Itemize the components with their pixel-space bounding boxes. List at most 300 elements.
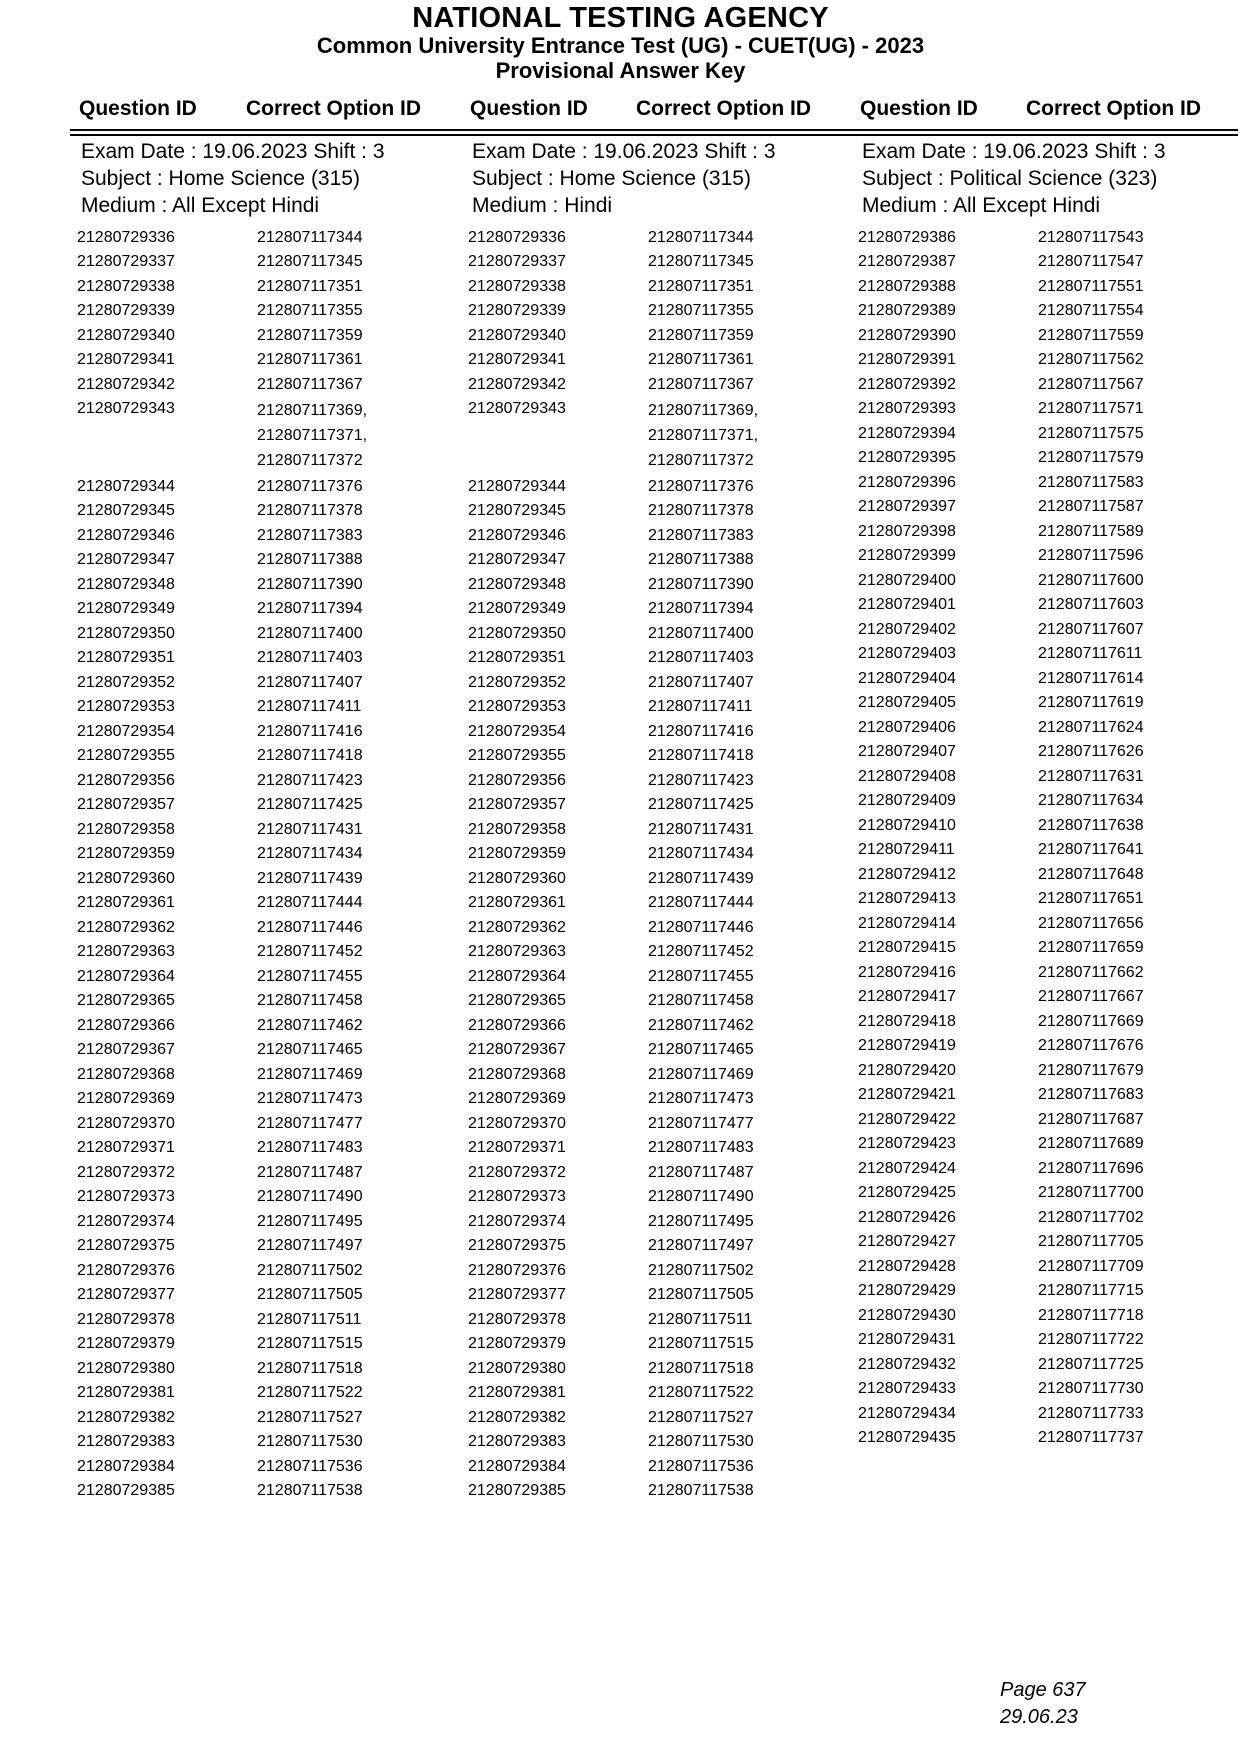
correct-option-id: 212807117522 <box>257 1384 363 1401</box>
correct-option-id: 212807117452 <box>257 943 363 960</box>
correct-option-id: 212807117369, <box>257 402 368 419</box>
question-id: 21280729341 <box>468 351 566 368</box>
table-row <box>77 1380 477 1405</box>
table-row <box>468 767 868 792</box>
question-id: 21280729353 <box>77 698 175 715</box>
table-row <box>77 767 477 792</box>
table-row <box>858 861 1241 886</box>
correct-option-id: 212807117648 <box>1038 865 1144 883</box>
correct-option-id: 212807117371, <box>257 427 368 444</box>
correct-option-id: 212807117483 <box>257 1139 363 1156</box>
table-row <box>468 816 868 841</box>
correct-option-id: 212807117372 <box>648 452 754 469</box>
correct-option-id: 212807117587 <box>1038 498 1144 515</box>
question-id: 21280729373 <box>77 1188 175 1205</box>
question-id: 21280729359 <box>77 845 175 862</box>
correct-option-id: 212807117562 <box>1038 351 1144 368</box>
table-row <box>858 469 1241 494</box>
question-id: 21280729389 <box>858 302 956 319</box>
table-row <box>77 522 477 547</box>
table-row <box>468 1404 868 1429</box>
correct-option-id: 212807117376 <box>257 477 363 495</box>
correct-option-id: 212807117444 <box>648 894 754 911</box>
column-header-question-id-2: Question ID <box>470 97 588 120</box>
table-row <box>77 1135 477 1160</box>
table-row <box>77 890 477 915</box>
table-row <box>858 788 1241 813</box>
correct-option-id: 212807117614 <box>1038 669 1144 687</box>
correct-option-id: 212807117669 <box>1038 1012 1144 1030</box>
question-id: 21280729406 <box>858 718 956 736</box>
answer-rows <box>468 224 868 1502</box>
correct-option-id: 212807117659 <box>1038 939 1144 956</box>
question-id: 21280729373 <box>468 1188 566 1205</box>
question-id: 21280729362 <box>77 918 175 936</box>
question-id: 21280729353 <box>468 698 566 715</box>
correct-option-id: 212807117600 <box>1038 571 1144 589</box>
table-row <box>468 914 868 939</box>
correct-option-id: 212807117469 <box>648 1065 754 1083</box>
question-id: 21280729396 <box>858 473 956 491</box>
question-id: 21280729382 <box>468 1408 566 1426</box>
medium: Medium : Hindi <box>472 194 613 217</box>
correct-option-id: 212807117383 <box>257 526 363 544</box>
table-row <box>858 1278 1241 1303</box>
question-id: 21280729345 <box>77 502 175 519</box>
question-id: 21280729367 <box>77 1041 175 1058</box>
question-id: 21280729346 <box>468 526 566 544</box>
correct-option-id: 212807117394 <box>648 600 754 617</box>
question-id: 21280729385 <box>468 1482 566 1499</box>
table-row <box>468 1110 868 1135</box>
table-row <box>77 645 477 670</box>
table-row <box>858 1057 1241 1082</box>
question-id: 21280729434 <box>858 1404 956 1422</box>
correct-option-id: 212807117511 <box>648 1310 753 1328</box>
table-row <box>468 522 868 547</box>
question-id: 21280729340 <box>77 326 175 344</box>
table-row <box>77 1086 477 1111</box>
question-id: 21280729369 <box>77 1090 175 1107</box>
question-id: 21280729355 <box>77 747 175 764</box>
question-id: 21280729378 <box>468 1310 566 1328</box>
correct-option-id: 212807117715 <box>1038 1282 1144 1299</box>
table-row <box>858 984 1241 1009</box>
correct-option-id: 212807117551 <box>1038 277 1144 295</box>
correct-option-id: 212807117418 <box>257 747 363 764</box>
question-id: 21280729380 <box>77 1359 175 1377</box>
question-id: 21280729342 <box>77 375 175 393</box>
column-header-correct-option-id-2: Correct Option ID <box>636 97 812 120</box>
correct-option-id: 212807117656 <box>1038 914 1144 932</box>
table-row <box>858 1155 1241 1180</box>
question-id: 21280729409 <box>858 792 956 809</box>
question-id: 21280729366 <box>77 1016 175 1034</box>
table-row <box>858 567 1241 592</box>
table-row <box>858 396 1241 421</box>
question-id: 21280729338 <box>77 277 175 295</box>
correct-option-id: 212807117378 <box>648 502 754 519</box>
question-id: 21280729411 <box>858 841 955 858</box>
question-id: 21280729348 <box>468 575 566 593</box>
correct-option-id: 212807117527 <box>257 1408 363 1426</box>
table-row <box>468 1159 868 1184</box>
question-id: 21280729428 <box>858 1257 956 1275</box>
correct-option-id: 212807117394 <box>257 600 363 617</box>
table-row <box>468 1086 868 1111</box>
correct-option-id: 212807117626 <box>1038 743 1144 760</box>
question-id: 21280729374 <box>77 1212 175 1230</box>
table-row <box>858 1253 1241 1278</box>
correct-option-id: 212807117651 <box>1038 890 1144 907</box>
question-id: 21280729420 <box>858 1061 956 1079</box>
correct-option-id: 212807117709 <box>1038 1257 1144 1275</box>
table-row <box>468 645 868 670</box>
correct-option-id: 212807117547 <box>1038 253 1144 270</box>
question-id: 21280729358 <box>77 820 175 838</box>
question-id: 21280729429 <box>858 1282 956 1299</box>
table-row <box>77 743 477 768</box>
correct-option-id: 212807117603 <box>1038 596 1144 613</box>
correct-option-id: 212807117469 <box>257 1065 363 1083</box>
table-row <box>858 420 1241 445</box>
question-id: 21280729342 <box>468 375 566 393</box>
question-id: 21280729378 <box>77 1310 175 1328</box>
question-id: 21280729366 <box>468 1016 566 1034</box>
correct-option-id: 212807117439 <box>257 869 363 887</box>
table-row <box>77 224 477 249</box>
question-id: 21280729354 <box>468 722 566 740</box>
table-row <box>77 473 477 498</box>
question-id: 21280729424 <box>858 1159 956 1177</box>
table-row <box>77 816 477 841</box>
table-row <box>468 1478 868 1503</box>
question-id: 21280729337 <box>77 253 175 270</box>
table-row <box>858 224 1241 249</box>
table-row <box>468 371 868 396</box>
correct-option-id: 212807117579 <box>1038 449 1144 466</box>
correct-option-id: 212807117388 <box>648 551 754 568</box>
correct-option-id: 212807117378 <box>257 502 363 519</box>
table-row <box>468 298 868 323</box>
correct-option-id: 212807117730 <box>1038 1380 1144 1397</box>
exam-date-shift: Exam Date : 19.06.2023 Shift : 3 <box>81 140 385 163</box>
correct-option-id: 212807117400 <box>257 624 363 642</box>
question-id: 21280729407 <box>858 743 956 760</box>
correct-option-id: 212807117490 <box>257 1188 363 1205</box>
table-row <box>858 494 1241 519</box>
correct-option-id: 212807117536 <box>257 1457 363 1475</box>
table-row <box>468 273 868 298</box>
table-row <box>77 939 477 964</box>
table-row <box>77 1061 477 1086</box>
correct-option-id: 212807117351 <box>257 277 363 295</box>
table-row <box>858 249 1241 274</box>
table-row <box>858 273 1241 298</box>
question-id: 21280729356 <box>77 771 175 789</box>
question-id: 21280729427 <box>858 1233 956 1250</box>
table-row <box>468 322 868 347</box>
question-id: 21280729372 <box>77 1163 175 1181</box>
table-row <box>77 694 477 719</box>
table-row <box>468 1380 868 1405</box>
correct-option-id: 212807117567 <box>1038 375 1144 393</box>
table-row <box>77 547 477 572</box>
table-row <box>468 1061 868 1086</box>
table-row <box>858 910 1241 935</box>
exam-title: Common University Entrance Test (UG) - CUET(UG) - 2023 <box>316 33 925 58</box>
question-id: 21280729345 <box>468 502 566 519</box>
question-id: 21280729351 <box>77 649 175 666</box>
correct-option-id: 212807117518 <box>257 1359 363 1377</box>
table-row <box>77 1257 477 1282</box>
column-header-question-id-3: Question ID <box>860 97 978 120</box>
correct-option-id: 212807117683 <box>1038 1086 1144 1103</box>
correct-option-id: 212807117455 <box>648 967 754 985</box>
question-id: 21280729361 <box>77 894 175 911</box>
table-row <box>468 841 868 866</box>
correct-option-id: 212807117515 <box>257 1335 363 1352</box>
correct-option-id: 212807117575 <box>1038 424 1144 442</box>
table-row <box>858 935 1241 960</box>
question-id: 21280729376 <box>468 1261 566 1279</box>
question-id: 21280729364 <box>468 967 566 985</box>
correct-option-id: 212807117554 <box>1038 302 1144 319</box>
subject: Subject : Home Science (315) <box>81 167 360 190</box>
table-row <box>858 1400 1241 1425</box>
table-row <box>858 665 1241 690</box>
correct-option-id: 212807117679 <box>1038 1061 1144 1079</box>
table-row <box>468 1233 868 1258</box>
correct-option-id: 212807117462 <box>648 1016 754 1034</box>
correct-option-id: 212807117502 <box>257 1261 363 1279</box>
correct-option-id: 212807117462 <box>257 1016 363 1034</box>
table-row <box>858 592 1241 617</box>
correct-option-id: 212807117344 <box>648 228 754 246</box>
table-row <box>858 1106 1241 1131</box>
table-row <box>468 743 868 768</box>
question-id: 21280729362 <box>468 918 566 936</box>
question-id: 21280729380 <box>468 1359 566 1377</box>
table-row <box>77 669 477 694</box>
question-id: 21280729419 <box>858 1037 956 1054</box>
table-row <box>77 914 477 939</box>
correct-option-id: 212807117431 <box>257 820 363 838</box>
question-id: 21280729344 <box>77 477 175 495</box>
question-id: 21280729383 <box>468 1433 566 1450</box>
question-id: 21280729339 <box>468 302 566 319</box>
question-id: 21280729350 <box>77 624 175 642</box>
correct-option-id: 212807117416 <box>648 722 754 740</box>
exam-date-shift: Exam Date : 19.06.2023 Shift : 3 <box>472 140 776 163</box>
correct-option-id: 212807117689 <box>1038 1135 1144 1152</box>
question-id: 21280729352 <box>468 673 566 691</box>
question-id: 21280729351 <box>468 649 566 666</box>
header-divider-bottom <box>70 134 1238 136</box>
correct-option-id: 212807117495 <box>257 1212 363 1230</box>
correct-option-id: 212807117458 <box>257 992 363 1009</box>
question-id: 21280729401 <box>858 596 956 613</box>
correct-option-id: 212807117641 <box>1038 841 1144 858</box>
correct-option-id: 212807117490 <box>648 1188 754 1205</box>
question-id: 21280729371 <box>77 1139 175 1156</box>
table-row <box>468 890 868 915</box>
question-id: 21280729347 <box>77 551 175 568</box>
question-id: 21280729375 <box>77 1237 175 1254</box>
correct-option-id: 212807117465 <box>648 1041 754 1058</box>
exam-date-shift: Exam Date : 19.06.2023 Shift : 3 <box>862 140 1166 163</box>
correct-option-id: 212807117403 <box>648 649 754 666</box>
question-id: 21280729388 <box>858 277 956 295</box>
question-id: 21280729371 <box>468 1139 566 1156</box>
question-id: 21280729356 <box>468 771 566 789</box>
question-id: 21280729372 <box>468 1163 566 1181</box>
correct-option-id: 212807117631 <box>1038 767 1144 785</box>
table-row <box>77 571 477 596</box>
correct-option-id: 212807117455 <box>257 967 363 985</box>
question-id: 21280729385 <box>77 1482 175 1499</box>
correct-option-id: 212807117487 <box>257 1163 363 1181</box>
table-row <box>77 1478 477 1503</box>
table-row <box>858 1327 1241 1352</box>
correct-option-id: 212807117696 <box>1038 1159 1144 1177</box>
question-id: 21280729354 <box>77 722 175 740</box>
correct-option-id: 212807117611 <box>1038 645 1143 662</box>
table-row <box>468 694 868 719</box>
table-row <box>468 1037 868 1062</box>
question-id: 21280729394 <box>858 424 956 442</box>
subject: Subject : Political Science (323) <box>862 167 1158 190</box>
table-row <box>77 1233 477 1258</box>
table-row <box>468 669 868 694</box>
table-row <box>468 939 868 964</box>
footer-date: 29.06.23 <box>1000 1706 1078 1728</box>
table-row <box>77 498 477 523</box>
correct-option-id: 212807117439 <box>648 869 754 887</box>
table-row <box>468 988 868 1013</box>
question-id: 21280729336 <box>77 228 175 246</box>
correct-option-id: 212807117477 <box>257 1114 363 1132</box>
question-id: 21280729416 <box>858 963 956 981</box>
table-row <box>468 1257 868 1282</box>
question-id: 21280729404 <box>858 669 956 687</box>
question-id: 21280729346 <box>77 526 175 544</box>
question-id: 21280729425 <box>858 1184 956 1201</box>
question-id: 21280729393 <box>858 400 956 417</box>
column-header-correct-option-id-1: Correct Option ID <box>246 97 422 120</box>
correct-option-id: 212807117571 <box>1038 400 1144 417</box>
column-header-question-id-1: Question ID <box>79 97 197 120</box>
question-id: 21280729435 <box>858 1429 956 1446</box>
correct-option-id: 212807117662 <box>1038 963 1144 981</box>
table-row <box>468 963 868 988</box>
question-id: 21280729347 <box>468 551 566 568</box>
table-row <box>858 1180 1241 1205</box>
correct-option-id: 212807117390 <box>257 575 363 593</box>
table-row <box>468 249 868 274</box>
question-id: 21280729390 <box>858 326 956 344</box>
question-id: 21280729381 <box>77 1384 175 1401</box>
correct-option-id: 212807117495 <box>648 1212 754 1230</box>
table-row <box>468 718 868 743</box>
question-id: 21280729422 <box>858 1110 956 1128</box>
table-row <box>858 959 1241 984</box>
correct-option-id: 212807117446 <box>257 918 363 936</box>
table-row <box>858 518 1241 543</box>
correct-option-id: 212807117607 <box>1038 620 1144 638</box>
correct-option-id: 212807117530 <box>257 1433 363 1450</box>
table-row <box>77 1429 477 1454</box>
correct-option-id: 212807117515 <box>648 1335 754 1352</box>
table-row <box>77 1184 477 1209</box>
question-id: 21280729355 <box>468 747 566 764</box>
question-id: 21280729350 <box>468 624 566 642</box>
correct-option-id: 212807117536 <box>648 1457 754 1475</box>
table-row <box>468 1208 868 1233</box>
correct-option-id: 212807117407 <box>648 673 754 691</box>
question-id: 21280729348 <box>77 575 175 593</box>
question-id: 21280729387 <box>858 253 956 270</box>
table-row <box>77 298 477 323</box>
correct-option-id: 212807117589 <box>1038 522 1144 540</box>
correct-option-id: 212807117376 <box>648 477 754 495</box>
question-id: 21280729343 <box>468 400 566 417</box>
question-id: 21280729432 <box>858 1355 956 1373</box>
question-id: 21280729357 <box>468 796 566 813</box>
correct-option-id: 212807117624 <box>1038 718 1144 736</box>
question-id: 21280729360 <box>468 869 566 887</box>
question-id: 21280729339 <box>77 302 175 319</box>
table-row <box>77 1453 477 1478</box>
correct-option-id: 212807117583 <box>1038 473 1144 491</box>
correct-option-id: 212807117411 <box>648 698 753 715</box>
correct-option-id: 212807117361 <box>257 351 363 368</box>
table-row <box>468 473 868 498</box>
table-row <box>77 249 477 274</box>
table-row <box>468 596 868 621</box>
correct-option-id: 212807117355 <box>648 302 754 319</box>
correct-option-id: 212807117473 <box>648 1090 754 1107</box>
table-row <box>77 1012 477 1037</box>
question-id: 21280729369 <box>468 1090 566 1107</box>
table-row <box>858 1376 1241 1401</box>
question-id: 21280729384 <box>468 1457 566 1475</box>
table-row <box>77 1208 477 1233</box>
correct-option-id: 212807117344 <box>257 228 363 246</box>
question-id: 21280729363 <box>77 943 175 960</box>
table-row <box>858 1082 1241 1107</box>
agency-title: NATIONAL TESTING AGENCY <box>412 2 829 34</box>
correct-option-id: 212807117700 <box>1038 1184 1144 1201</box>
correct-option-id: 212807117403 <box>257 649 363 666</box>
question-id: 21280729365 <box>468 992 566 1009</box>
question-id: 21280729418 <box>858 1012 956 1030</box>
table-row <box>858 543 1241 568</box>
table-row <box>77 273 477 298</box>
table-row <box>858 1033 1241 1058</box>
question-id: 21280729374 <box>468 1212 566 1230</box>
question-id: 21280729349 <box>468 600 566 617</box>
table-row <box>468 396 868 474</box>
table-row <box>77 1331 477 1356</box>
correct-option-id: 212807117425 <box>257 796 363 813</box>
column-header-correct-option-id-3: Correct Option ID <box>1026 97 1202 120</box>
question-id: 21280729344 <box>468 477 566 495</box>
correct-option-id: 212807117434 <box>648 845 754 862</box>
correct-option-id: 212807117423 <box>648 771 754 789</box>
question-id: 21280729395 <box>858 449 956 466</box>
table-row <box>468 224 868 249</box>
